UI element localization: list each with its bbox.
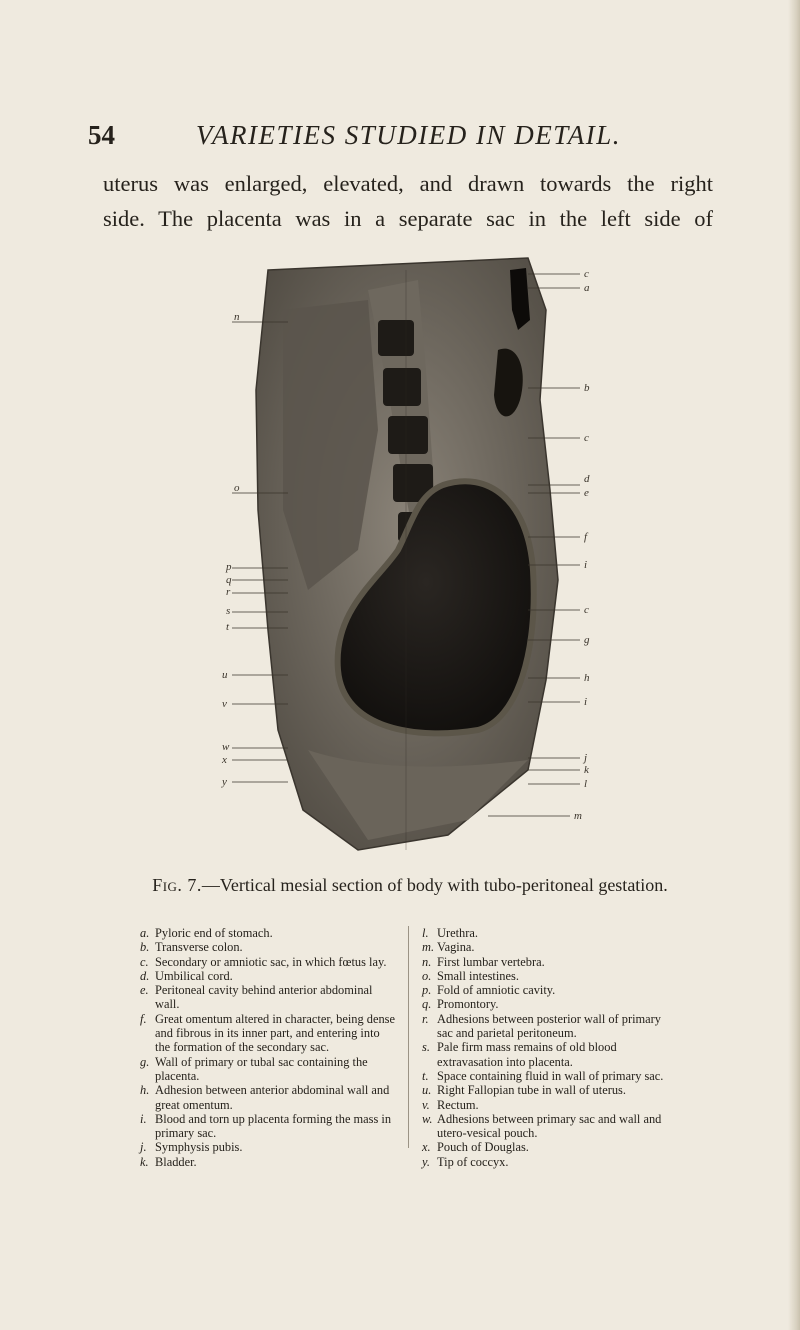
legend-key: d. — [140, 968, 150, 983]
legend-text: Adhesions between posterior wall of primary sac and parietal peritoneum. — [437, 1011, 662, 1041]
figure-label: m — [574, 810, 582, 822]
legend-text: Peritoneal cavity behind anterior abdominal wall. — [155, 983, 373, 1012]
figure-label: t — [226, 621, 230, 633]
legend-key: l. — [422, 926, 429, 940]
legend-text: Bladder. — [155, 1154, 197, 1169]
legend-entry — [140, 1155, 396, 1169]
figure-label: g — [584, 634, 590, 646]
legend-text: Space containing fluid in wall of primary sac. — [437, 1068, 664, 1083]
body-line: side. The placenta was in a separate sac in the left side of — [103, 206, 713, 231]
legend-key: x. — [422, 1140, 431, 1155]
legend-key: e. — [140, 983, 149, 998]
body-line: uterus was enlarged, elevated, and drawn towards the right — [103, 171, 713, 196]
figure-label: p — [226, 561, 232, 573]
legend-key: q. — [422, 997, 432, 1012]
legend-column-left — [140, 926, 396, 1169]
legend-key: a. — [140, 926, 150, 940]
legend-entry — [140, 926, 396, 940]
legend-key: m. — [422, 940, 435, 955]
legend-column-right — [422, 926, 678, 1169]
legend-entry — [422, 1098, 678, 1112]
figure-label: r — [226, 586, 231, 598]
legend-entry — [140, 1012, 396, 1055]
legend-entry — [140, 983, 396, 1012]
figure-label: y — [222, 776, 227, 788]
figure-label: l — [584, 778, 588, 790]
legend-key: s. — [422, 1040, 430, 1055]
figure-label: n — [234, 311, 240, 323]
legend-entry — [140, 1140, 396, 1154]
legend-entry — [422, 955, 678, 969]
figure-label: h — [584, 672, 590, 684]
figure-label: a — [584, 282, 590, 294]
page-number: 54 — [88, 120, 115, 150]
figure-right-labels — [574, 268, 590, 822]
legend-entry — [422, 1083, 678, 1097]
figure-label: c — [584, 268, 589, 280]
legend-key: k. — [140, 1154, 149, 1169]
legend-key: g. — [140, 1054, 150, 1069]
figure-label: s — [226, 605, 231, 617]
figure-number: Fig. 7. — [152, 875, 202, 895]
figure-label: i — [584, 696, 588, 708]
legend-key: w. — [422, 1111, 433, 1126]
legend-key: r. — [422, 1011, 429, 1026]
legend-key: j. — [140, 1140, 147, 1155]
legend-entry — [140, 1112, 396, 1141]
figure-label: j — [584, 752, 588, 764]
figure-label: i — [584, 559, 588, 571]
legend-text: Wall of primary or tubal sac containing the placenta. — [155, 1054, 368, 1083]
figure-label: q — [226, 574, 232, 586]
section-illustration — [222, 250, 598, 860]
figure-label: c — [584, 604, 589, 616]
legend-key: h. — [140, 1083, 150, 1098]
legend-column-divider — [408, 926, 409, 1148]
legend-key: t. — [422, 1068, 429, 1083]
legend-text: Small intestines. — [437, 968, 519, 983]
legend-text: Right Fallopian tube in wall of uterus. — [437, 1083, 626, 1098]
legend-entry — [422, 940, 678, 954]
figure-caption — [150, 874, 670, 896]
legend-text: Adhesions between primary sac and wall and utero-vesical pouch. — [437, 1111, 662, 1141]
legend-key: p. — [422, 983, 432, 998]
legend-entry — [422, 926, 678, 940]
legend-text: First lumbar vertebra. — [437, 954, 545, 969]
legend-text: Transverse colon. — [155, 940, 243, 955]
legend-text: Pouch of Douglas. — [437, 1140, 529, 1155]
figure-label: u — [222, 669, 228, 681]
legend-key: n. — [422, 954, 432, 969]
legend-text: Fold of amniotic cavity. — [437, 983, 556, 998]
legend-key: o. — [422, 968, 432, 983]
figure-label: x — [222, 754, 227, 766]
figure-label: c — [584, 432, 589, 444]
figure-label: d — [584, 473, 590, 485]
legend-text: Tip of coccyx. — [437, 1154, 509, 1169]
legend-entry — [422, 1069, 678, 1083]
legend-entry — [422, 1155, 678, 1169]
figure-left-labels — [221, 311, 240, 788]
page-header — [88, 120, 748, 154]
legend-text: Pyloric end of stomach. — [155, 926, 273, 940]
figure-label: b — [584, 382, 590, 394]
legend-entry — [422, 1140, 678, 1154]
legend-text: Symphysis pubis. — [155, 1140, 243, 1155]
legend-entry — [422, 1012, 678, 1041]
legend-text: Adhesion between anterior abdominal wall and great omentum. — [155, 1083, 390, 1112]
legend-text: Rectum. — [437, 1097, 479, 1112]
legend-entry — [422, 969, 678, 983]
legend-entry — [422, 1040, 678, 1069]
legend-key: y. — [422, 1154, 430, 1169]
legend-key: v. — [422, 1097, 430, 1112]
legend-entry — [422, 983, 678, 997]
page-edge-shadow — [788, 0, 800, 1330]
figure-label: f — [584, 531, 588, 543]
anatomical-section-figure — [222, 250, 598, 860]
legend-text: Vagina. — [437, 940, 475, 955]
legend-entry — [140, 1055, 396, 1084]
legend-key: u. — [422, 1083, 432, 1098]
legend-entry — [140, 955, 396, 969]
figure-label: v — [222, 698, 227, 710]
legend-text: Pale firm mass remains of old blood extravasation into placenta. — [437, 1040, 617, 1069]
figure-label: o — [234, 482, 240, 494]
legend-text: Secondary or amniotic sac, in which fœtus lay. — [155, 954, 387, 969]
legend-text: Umbilical cord. — [155, 968, 233, 983]
legend-text: Urethra. — [437, 926, 478, 940]
figure-label: k — [584, 764, 589, 776]
legend-text: Promontory. — [437, 997, 499, 1012]
legend-key: c. — [140, 954, 149, 969]
legend-entry — [422, 1112, 678, 1141]
legend-key: f. — [140, 1011, 147, 1026]
body-paragraph — [103, 166, 713, 236]
legend-key: b. — [140, 940, 150, 955]
legend-key: i. — [140, 1111, 147, 1126]
legend-text: Great omentum altered in character, being dense and fibrous in its inner part, and entering into the formation of the secondary sac. — [155, 1011, 395, 1055]
running-title: VARIETIES STUDIED IN DETAIL. — [196, 120, 621, 150]
figure-label: w — [222, 741, 230, 753]
legend-entry — [140, 940, 396, 954]
legend-entry — [140, 969, 396, 983]
legend-entry — [422, 997, 678, 1011]
legend-entry — [140, 1083, 396, 1112]
caption-text: —Vertical mesial section of body with tubo-peritoneal gestation. — [201, 875, 668, 895]
legend-text: Blood and torn up placenta forming the mass in primary sac. — [155, 1111, 392, 1141]
figure-label: e — [584, 487, 589, 499]
